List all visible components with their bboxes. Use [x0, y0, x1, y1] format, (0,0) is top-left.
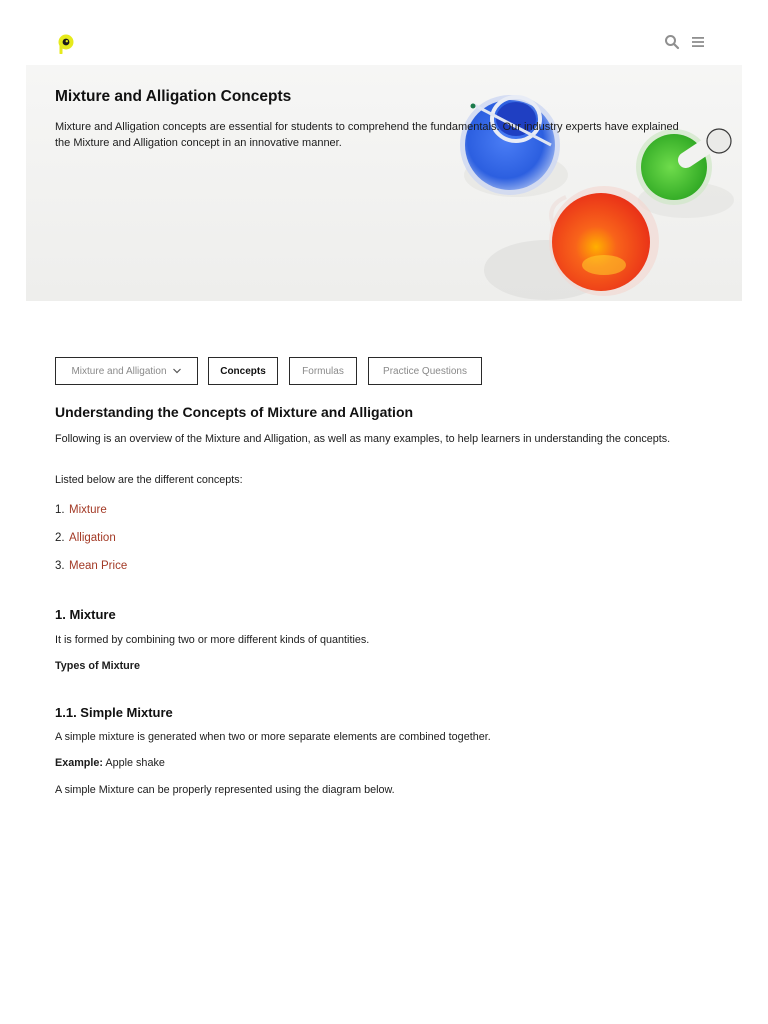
- hamburger-menu-icon[interactable]: [690, 34, 706, 50]
- header-actions: [664, 34, 706, 50]
- list-number: 3.: [55, 560, 65, 572]
- site-header: [0, 0, 768, 64]
- example-label: Example:: [55, 757, 104, 769]
- topic-dropdown[interactable]: [55, 357, 198, 385]
- tab-formulas[interactable]: Formulas: [289, 357, 357, 385]
- mixture-heading: 1. Mixture: [55, 607, 116, 622]
- chevron-down-icon: [172, 366, 182, 376]
- example-value: Apple shake: [105, 757, 165, 769]
- hero-description: Mixture and Alligation concepts are essential for students to comprehend the fundamentals. Our industry experts have explained the Mixture and Alligation concept in an innovative manner.: [55, 121, 679, 149]
- search-icon[interactable]: [664, 34, 680, 50]
- tab-concepts[interactable]: Concepts: [208, 357, 278, 385]
- intro-paragraph: Following is an overview of the Mixture and Alligation, as well as many examples, to help learners in understanding the concepts.: [55, 433, 671, 445]
- list-intro: Listed below are the different concepts:: [55, 474, 243, 486]
- mixture-description: It is formed by combining two or more different kinds of quantities.: [55, 634, 370, 646]
- list-item: [55, 556, 127, 574]
- hero-banner: [26, 65, 742, 301]
- example-line: [55, 756, 165, 771]
- list-number: 1.: [55, 504, 65, 516]
- simple-mixture-heading: 1.1. Simple Mixture: [55, 705, 173, 720]
- link-mixture[interactable]: Mixture: [69, 504, 107, 516]
- list-item: [55, 528, 116, 546]
- list-item: [55, 500, 107, 518]
- page-title: Mixture and Alligation Concepts: [55, 88, 292, 105]
- simple-mixture-description: A simple mixture is generated when two or more separate elements are combined together.: [55, 731, 491, 743]
- tab-practice-questions[interactable]: Practice Questions: [368, 357, 482, 385]
- list-number: 2.: [55, 532, 65, 544]
- diagram-note: A simple Mixture can be properly represented using the diagram below.: [55, 784, 395, 796]
- topic-dropdown-label: Mixture and Alligation: [71, 365, 167, 377]
- types-of-mixture-label: Types of Mixture: [55, 660, 140, 672]
- section-heading: Understanding the Concepts of Mixture and Alligation: [55, 404, 414, 420]
- link-mean-price[interactable]: Mean Price: [69, 560, 128, 572]
- link-alligation[interactable]: Alligation: [69, 532, 116, 544]
- brand-logo-icon[interactable]: [57, 34, 75, 54]
